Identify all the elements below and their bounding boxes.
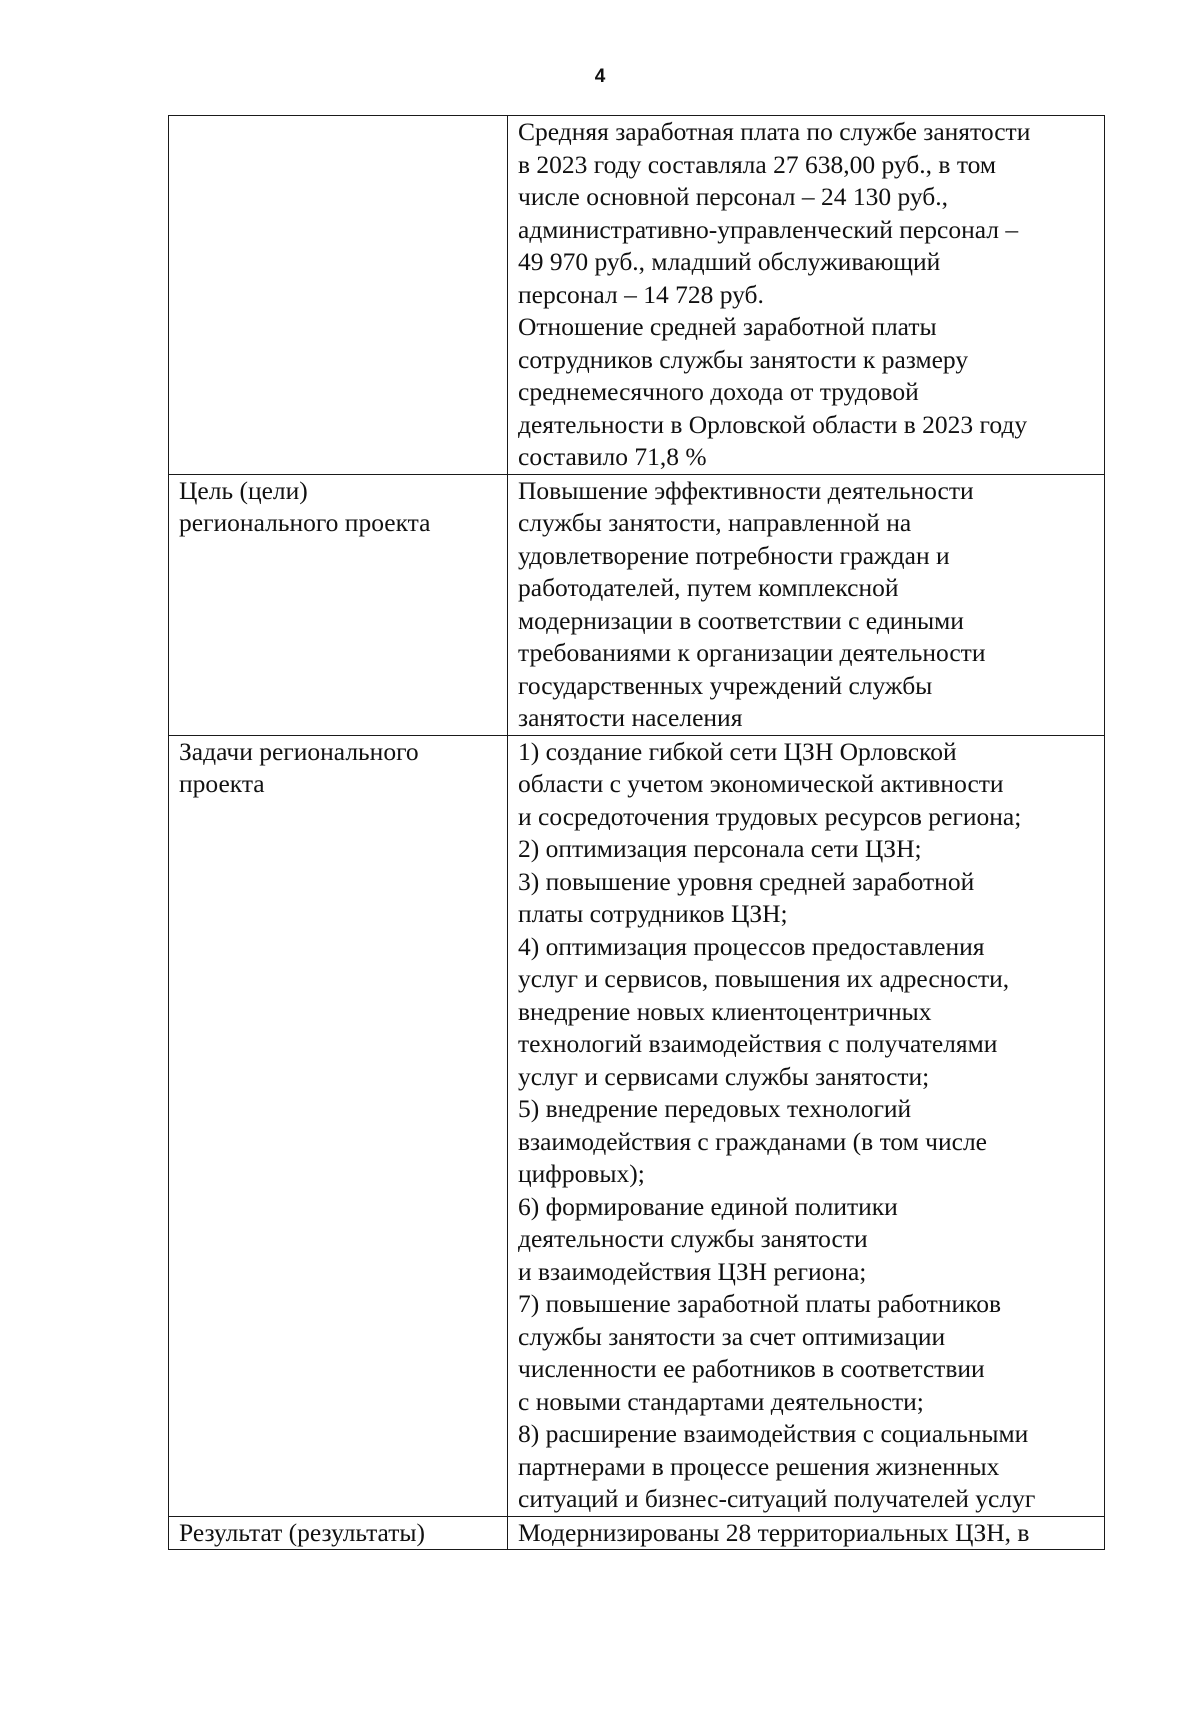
row-content-cell: [508, 1516, 1105, 1550]
content-line: 49 970 руб., младший обслуживающий: [518, 247, 941, 276]
row-label-line: Цель (цели): [179, 475, 308, 505]
content-line: и сосредоточения трудовых ресурсов региона;: [518, 801, 1022, 831]
content-line: 6) формирование единой политики: [518, 1191, 898, 1221]
content-line: Отношение средней заработной платы: [518, 312, 937, 341]
content-line: персонал – 14 728 руб.: [518, 279, 764, 309]
content-line: административно-управленческий персонал –: [518, 214, 1019, 244]
content-paragraph: [518, 1093, 1098, 1191]
table-row: [169, 116, 1105, 475]
content-line: среднемесячного дохода от трудовой: [518, 377, 919, 406]
row-content-cell: [508, 735, 1105, 1516]
content-paragraph: [518, 311, 1098, 474]
table-row: [169, 735, 1105, 1516]
row-label-cell: [169, 116, 508, 475]
passport-table: [168, 115, 1105, 1550]
content-paragraph: [518, 1517, 1098, 1550]
content-line: партнерами в процессе решения жизненных: [518, 1451, 1000, 1481]
content-line: занятости населения: [518, 703, 743, 732]
content-line: 7) повышение заработной платы работников: [518, 1289, 1001, 1318]
row-label-cell: [169, 1516, 508, 1550]
content-line: 5) внедрение передовых технологий: [518, 1094, 912, 1123]
content-paragraph: [518, 475, 1098, 735]
content-paragraph: [518, 833, 1098, 866]
content-line: 2) оптимизация персонала сети ЦЗН;: [518, 834, 922, 863]
content-line: требованиями к организации деятельности: [518, 638, 986, 667]
content-line: службы занятости, направленной на: [518, 508, 912, 537]
content-line: ситуаций и бизнес-ситуаций получателей услуг: [518, 1484, 1036, 1513]
content-line: Модернизированы 28 территориальных ЦЗН, в: [518, 1517, 1030, 1547]
content-line: внедрение новых клиентоцентричных: [518, 996, 932, 1026]
content-line: 1) создание гибкой сети ЦЗН Орловской: [518, 736, 957, 766]
content-line: и взаимодействия ЦЗН региона;: [518, 1256, 867, 1286]
content-paragraph: [518, 116, 1098, 311]
content-line: услуг и сервисами службы занятости;: [518, 1061, 930, 1091]
content-line: области с учетом экономической активности: [518, 769, 1004, 798]
content-line: в 2023 году составляла 27 638,00 руб., в том: [518, 149, 997, 179]
row-label-cell: [169, 474, 508, 735]
table-row: [169, 1516, 1105, 1550]
content-line: Средняя заработная плата по службе занятости: [518, 117, 1031, 146]
content-line: государственных учреждений службы: [518, 670, 933, 700]
row-label-line: Задачи регионального: [179, 736, 419, 766]
content-line: деятельности в Орловской области в 2023 году: [518, 409, 1028, 439]
content-line: работодателей, путем комплексной: [518, 573, 899, 602]
row-label-line: регионального проекта: [179, 508, 431, 537]
content-paragraph: [518, 866, 1098, 931]
row-label-line: проекта: [179, 769, 265, 798]
content-line: числе основной персонал – 24 130 руб.,: [518, 182, 949, 211]
content-line: сотрудников службы занятости к размеру: [518, 344, 969, 374]
content-line: с новыми стандартами деятельности;: [518, 1386, 924, 1416]
content-line: услуг и сервисов, повышения их адресности,: [518, 964, 1010, 993]
row-content-cell: [508, 474, 1105, 735]
content-line: технологий взаимодействия с получателями: [518, 1029, 998, 1058]
content-line: модернизации в соответствии с едиными: [518, 605, 964, 635]
content-line: платы сотрудников ЦЗН;: [518, 899, 788, 928]
content-line: численности ее работников в соответствии: [518, 1354, 985, 1383]
content-line: цифровых);: [518, 1159, 645, 1188]
content-paragraph: [518, 1191, 1098, 1289]
content-line: взаимодействия с гражданами (в том числе: [518, 1126, 987, 1156]
content-paragraph: [518, 736, 1098, 834]
row-content-cell: [508, 116, 1105, 475]
table-row: [169, 474, 1105, 735]
content-line: составило 71,8 %: [518, 442, 707, 471]
content-paragraph: [518, 1288, 1098, 1418]
content-paragraph: [518, 931, 1098, 1094]
content-line: 3) повышение уровня средней заработной: [518, 866, 975, 896]
content-line: удовлетворение потребности граждан и: [518, 540, 950, 570]
content-line: 4) оптимизация процессов предоставления: [518, 931, 985, 961]
content-line: 8) расширение взаимодействия с социальными: [518, 1419, 1029, 1448]
row-label-cell: [169, 735, 508, 1516]
page-number: 4: [594, 66, 606, 87]
content-line: Повышение эффективности деятельности: [518, 475, 974, 505]
content-line: службы занятости за счет оптимизации: [518, 1321, 946, 1351]
content-line: деятельности службы занятости: [518, 1224, 868, 1253]
content-paragraph: [518, 1418, 1098, 1516]
row-label-line: Результат (результаты): [179, 1517, 425, 1547]
